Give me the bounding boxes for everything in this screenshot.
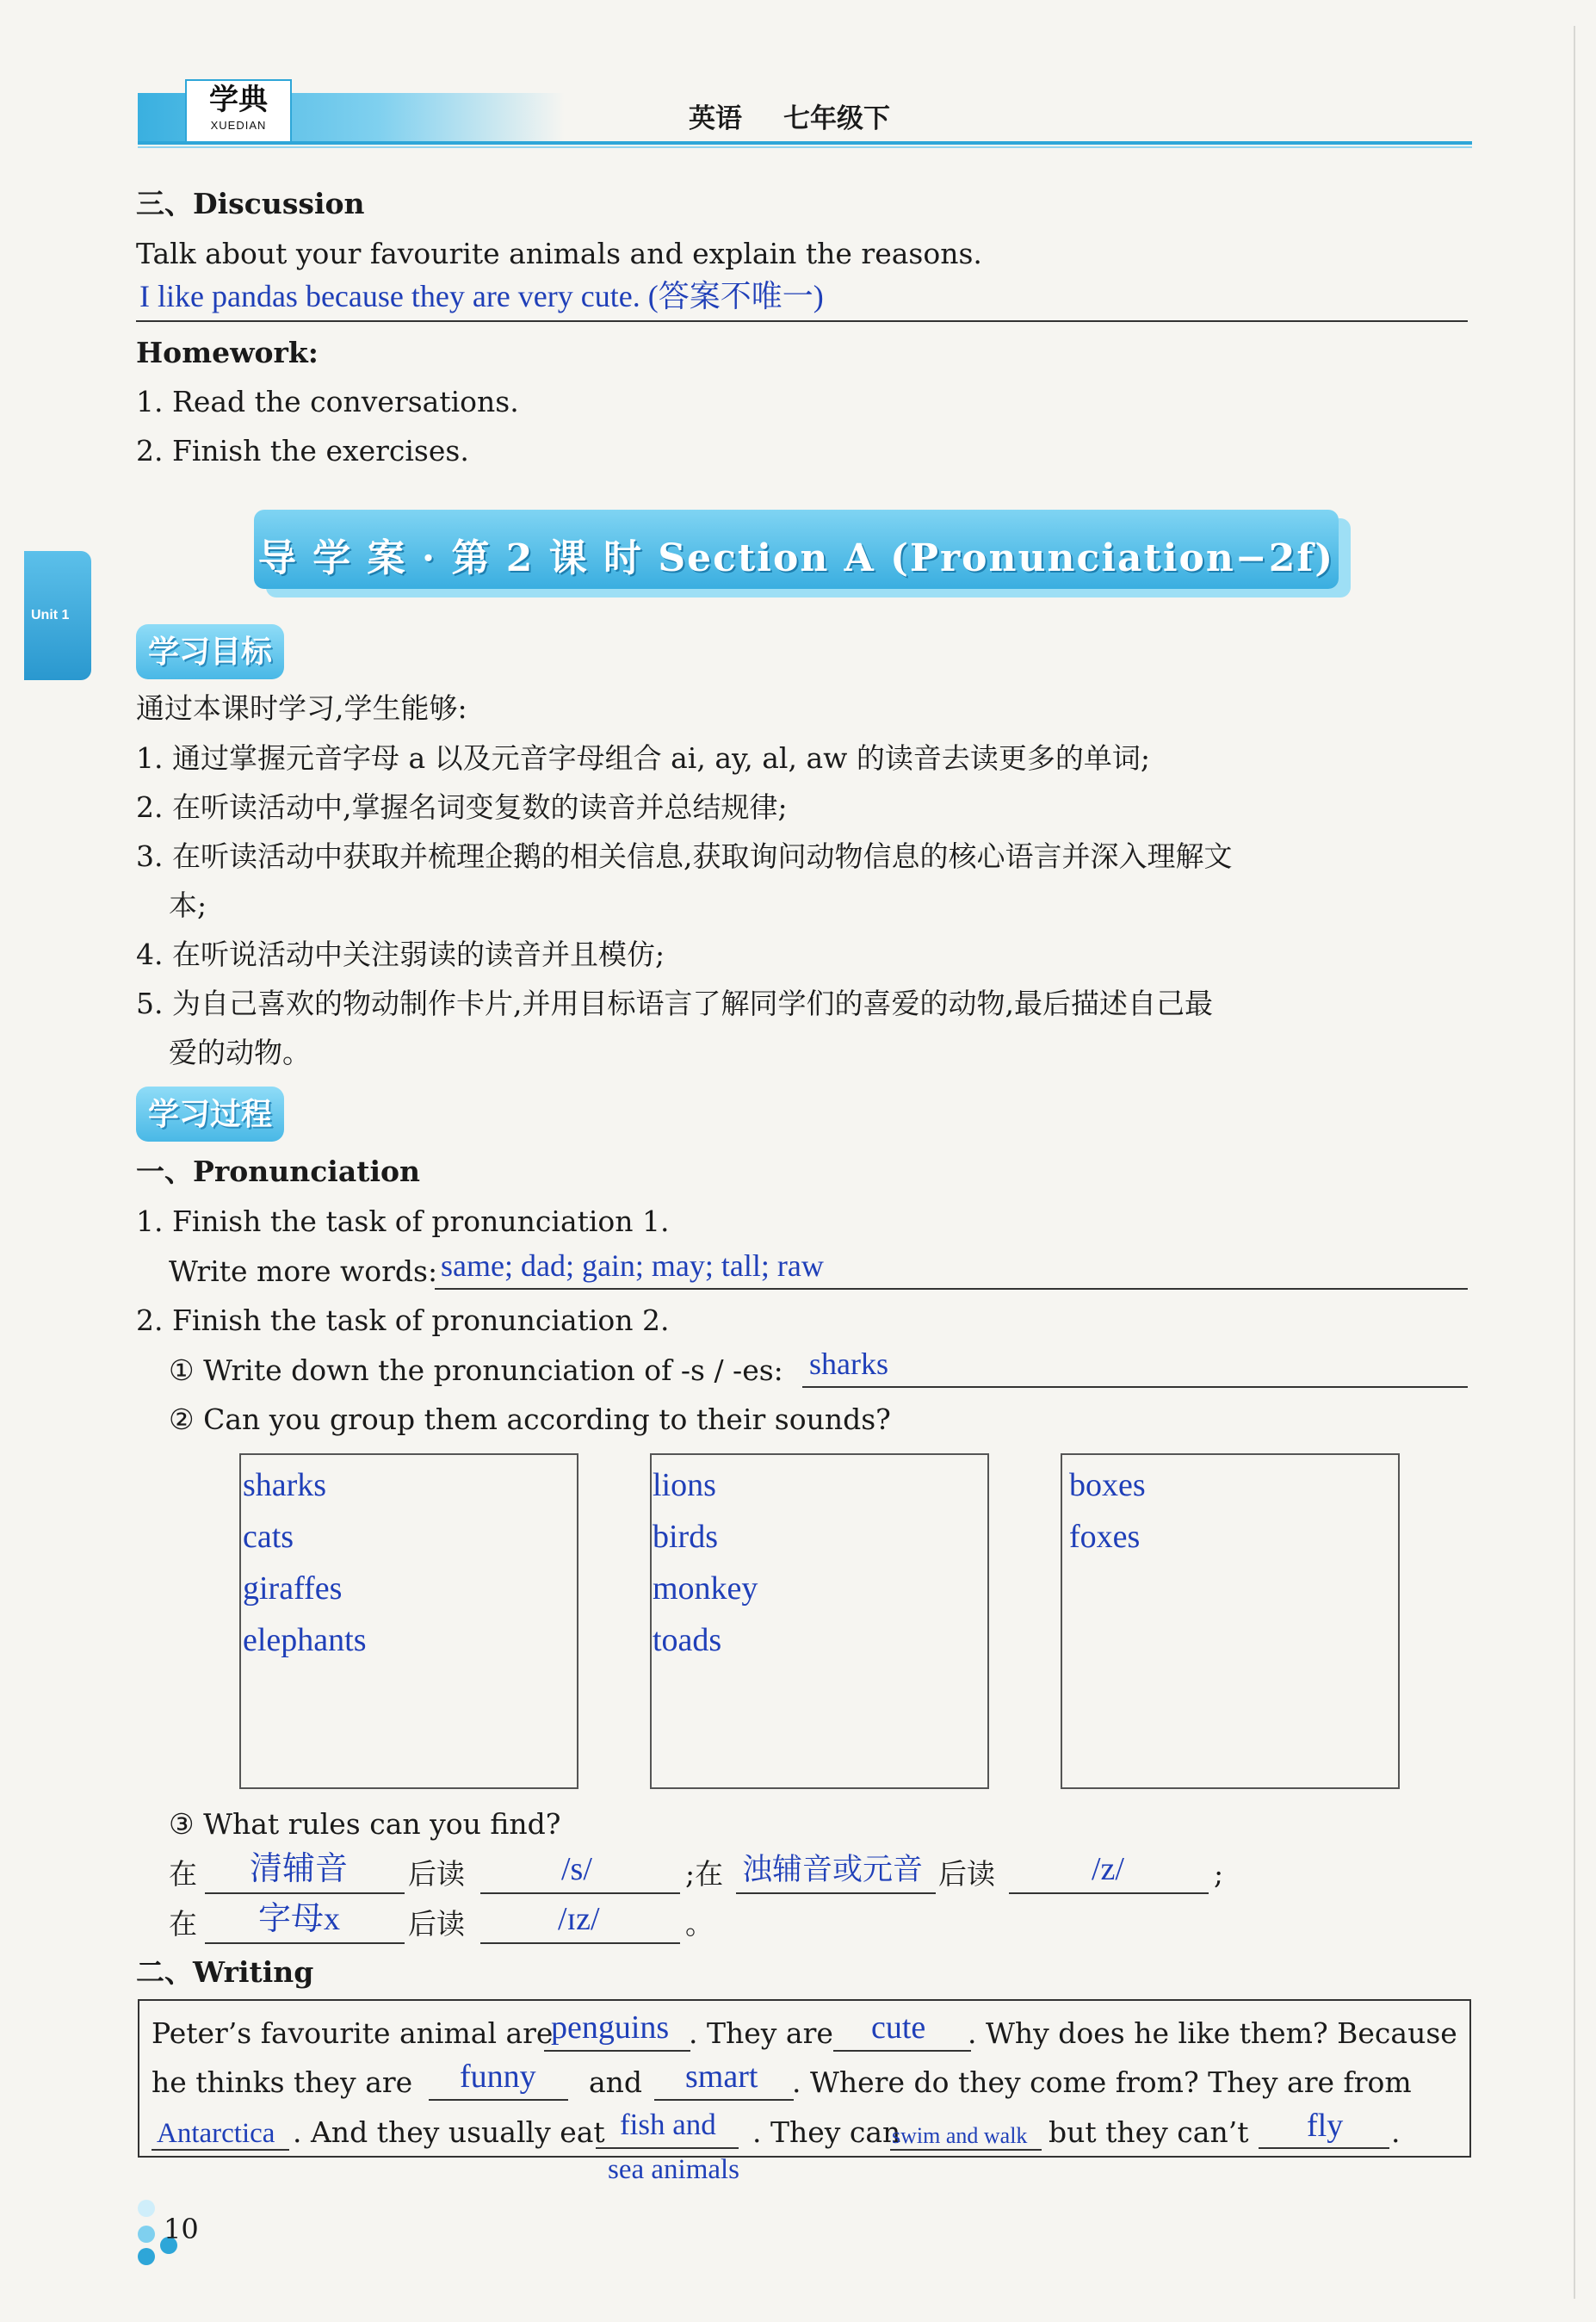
writing-answer: smart	[685, 2059, 758, 2095]
answer-line	[802, 1386, 1468, 1388]
page-edge	[1574, 26, 1575, 2299]
writing-text: . They are	[689, 2016, 833, 2050]
writing-text: he thinks they are	[152, 2065, 413, 2099]
logo-cn-text: 学典	[209, 83, 268, 117]
header-rule	[138, 141, 1472, 145]
rule-zai: 在	[169, 1857, 197, 1891]
answer-line	[136, 320, 1468, 322]
publisher-logo	[185, 79, 292, 143]
rule-semicolon-zai: ;在	[685, 1857, 724, 1891]
rule-answer-iz: /ɪz/	[558, 1901, 600, 1937]
discussion-heading: 三、Discussion	[136, 187, 365, 220]
group-word: giraffes	[243, 1570, 343, 1607]
writing-answer: Antarctica	[157, 2118, 275, 2149]
goal-item: 2. 在听读活动中,掌握名词变复数的读音并总结规律;	[136, 790, 788, 824]
goal-item: 5. 为自己喜欢的物动制作卡片,并用目标语言了解同学们的喜爱的动物,最后描述自己最	[136, 987, 1213, 1020]
answer-line	[654, 2099, 794, 2101]
writing-answer: swim and walk	[892, 2123, 1028, 2148]
answer-line	[205, 1942, 405, 1944]
lesson-banner-title: 导 学 案 · 第 2 课 时 Section A (Pronunciation−2f)	[257, 536, 1335, 580]
answer-line	[1259, 2147, 1389, 2149]
q3-text: ③ What rules can you find?	[169, 1807, 561, 1841]
rule-zai: 在	[169, 1907, 197, 1941]
answer-line	[736, 1892, 936, 1894]
rule-houdu: 后读	[408, 1857, 465, 1891]
writing-answer: funny	[460, 2059, 536, 2095]
goal-item: 4. 在听说活动中关注弱读的读音并且模仿;	[136, 938, 665, 971]
discussion-prompt: Talk about your favourite animals and explain the reasons.	[136, 237, 982, 270]
answer-line	[152, 2149, 289, 2151]
homework-heading: Homework:	[136, 336, 319, 369]
writing-text: and	[589, 2065, 643, 2099]
rule-houdu: 后读	[938, 1857, 995, 1891]
sound-group-box	[239, 1453, 578, 1789]
group-word: birds	[653, 1519, 718, 1555]
task2-text: 2. Finish the task of pronunciation 2.	[136, 1303, 670, 1337]
rule-end-semicolon: ;	[1214, 1857, 1224, 1891]
group-word: sharks	[243, 1467, 327, 1503]
writing-heading: 二、Writing	[136, 1955, 314, 1989]
goals-intro: 通过本课时学习,学生能够:	[136, 691, 467, 725]
writing-text: . Where do they come from? They are from	[792, 2065, 1412, 2099]
rule-period: 。	[685, 1907, 714, 1941]
answer-line	[833, 2050, 971, 2052]
answer-line	[205, 1892, 405, 1894]
writing-answer: sea animals	[608, 2154, 740, 2185]
q2-text: ② Can you group them according to their sounds?	[169, 1402, 891, 1436]
answer-line	[890, 2149, 1042, 2151]
goal-item-cont: 爱的动物。	[169, 1036, 311, 1069]
unit-side-tab	[24, 551, 91, 680]
goal-item: 3. 在听读活动中获取并梳理企鹅的相关信息,获取询问动物信息的核心语言并深入理解文	[136, 839, 1233, 873]
task1-prompt: Write more words:	[169, 1254, 438, 1288]
footer-dot	[138, 2200, 155, 2217]
task1-answer: same; dad; gain; may; tall; raw	[441, 1248, 824, 1283]
header-grade: 七年级下	[783, 103, 890, 134]
pronunciation-heading: 一、Pronunciation	[136, 1155, 420, 1188]
group-word: lions	[653, 1467, 716, 1503]
goal-item: 1. 通过掌握元音字母 a 以及元音字母组合 ai, ay, al, aw 的读音去读更多的单词;	[136, 741, 1150, 775]
group-word: boxes	[1069, 1467, 1146, 1503]
discussion-answer: I like pandas because they are very cute. (答案不唯一)	[139, 279, 824, 313]
header-rule-thin	[138, 146, 1472, 148]
sound-group-box	[1061, 1453, 1400, 1789]
writing-answer: fish and	[620, 2108, 716, 2141]
writing-text: . And they usually eat	[293, 2115, 605, 2149]
writing-text: .	[1391, 2115, 1401, 2149]
answer-line	[435, 1288, 1468, 1290]
writing-answer: fly	[1307, 2108, 1344, 2144]
group-word: toads	[653, 1622, 722, 1658]
sound-group-box	[650, 1453, 989, 1789]
writing-text: but they can’t	[1049, 2115, 1249, 2149]
task1-text: 1. Finish the task of pronunciation 1.	[136, 1204, 670, 1238]
homework-item-1: 1. Read the conversations.	[136, 385, 519, 418]
footer-dot	[138, 2248, 155, 2265]
group-word: cats	[243, 1519, 294, 1555]
homework-item-2: 2. Finish the exercises.	[136, 434, 469, 467]
writing-text: Peter’s favourite animal are	[152, 2016, 554, 2050]
answer-line	[429, 2099, 568, 2101]
goals-badge: 学习目标	[136, 624, 284, 679]
writing-text: . They can	[752, 2115, 901, 2149]
rule-houdu: 后读	[408, 1907, 465, 1941]
writing-answer: cute	[871, 2009, 926, 2046]
rule-answer-voiced: 浊辅音或元音	[742, 1853, 924, 1886]
answer-line	[596, 2147, 739, 2149]
answer-line	[480, 1942, 680, 1944]
goal-item-cont: 本;	[169, 889, 207, 922]
footer-dot	[138, 2226, 155, 2243]
rule-answer-z: /z/	[1092, 1851, 1124, 1887]
header-subject: 英语	[689, 103, 742, 134]
unit-tab-label: Unit 1	[31, 608, 70, 622]
writing-text: . Why does he like them? Because	[968, 2016, 1457, 2050]
q1-answer: sharks	[809, 1347, 888, 1381]
group-word: foxes	[1069, 1519, 1141, 1555]
rule-answer-x: 字母x	[258, 1901, 341, 1937]
answer-line	[1009, 1892, 1209, 1894]
group-word: monkey	[653, 1570, 758, 1607]
writing-answer: penguins	[551, 2009, 670, 2046]
answer-line	[544, 2050, 690, 2052]
answer-line	[480, 1892, 680, 1894]
process-badge: 学习过程	[136, 1087, 284, 1142]
logo-en-text: XUEDIAN	[210, 119, 267, 132]
page-number: 10	[164, 2213, 199, 2245]
group-word: elephants	[243, 1622, 367, 1658]
rule-answer-s: /s/	[561, 1851, 592, 1887]
rule-answer-voiceless: 清辅音	[250, 1851, 349, 1887]
q1-text: ① Write down the pronunciation of -s / -es:	[169, 1353, 783, 1387]
